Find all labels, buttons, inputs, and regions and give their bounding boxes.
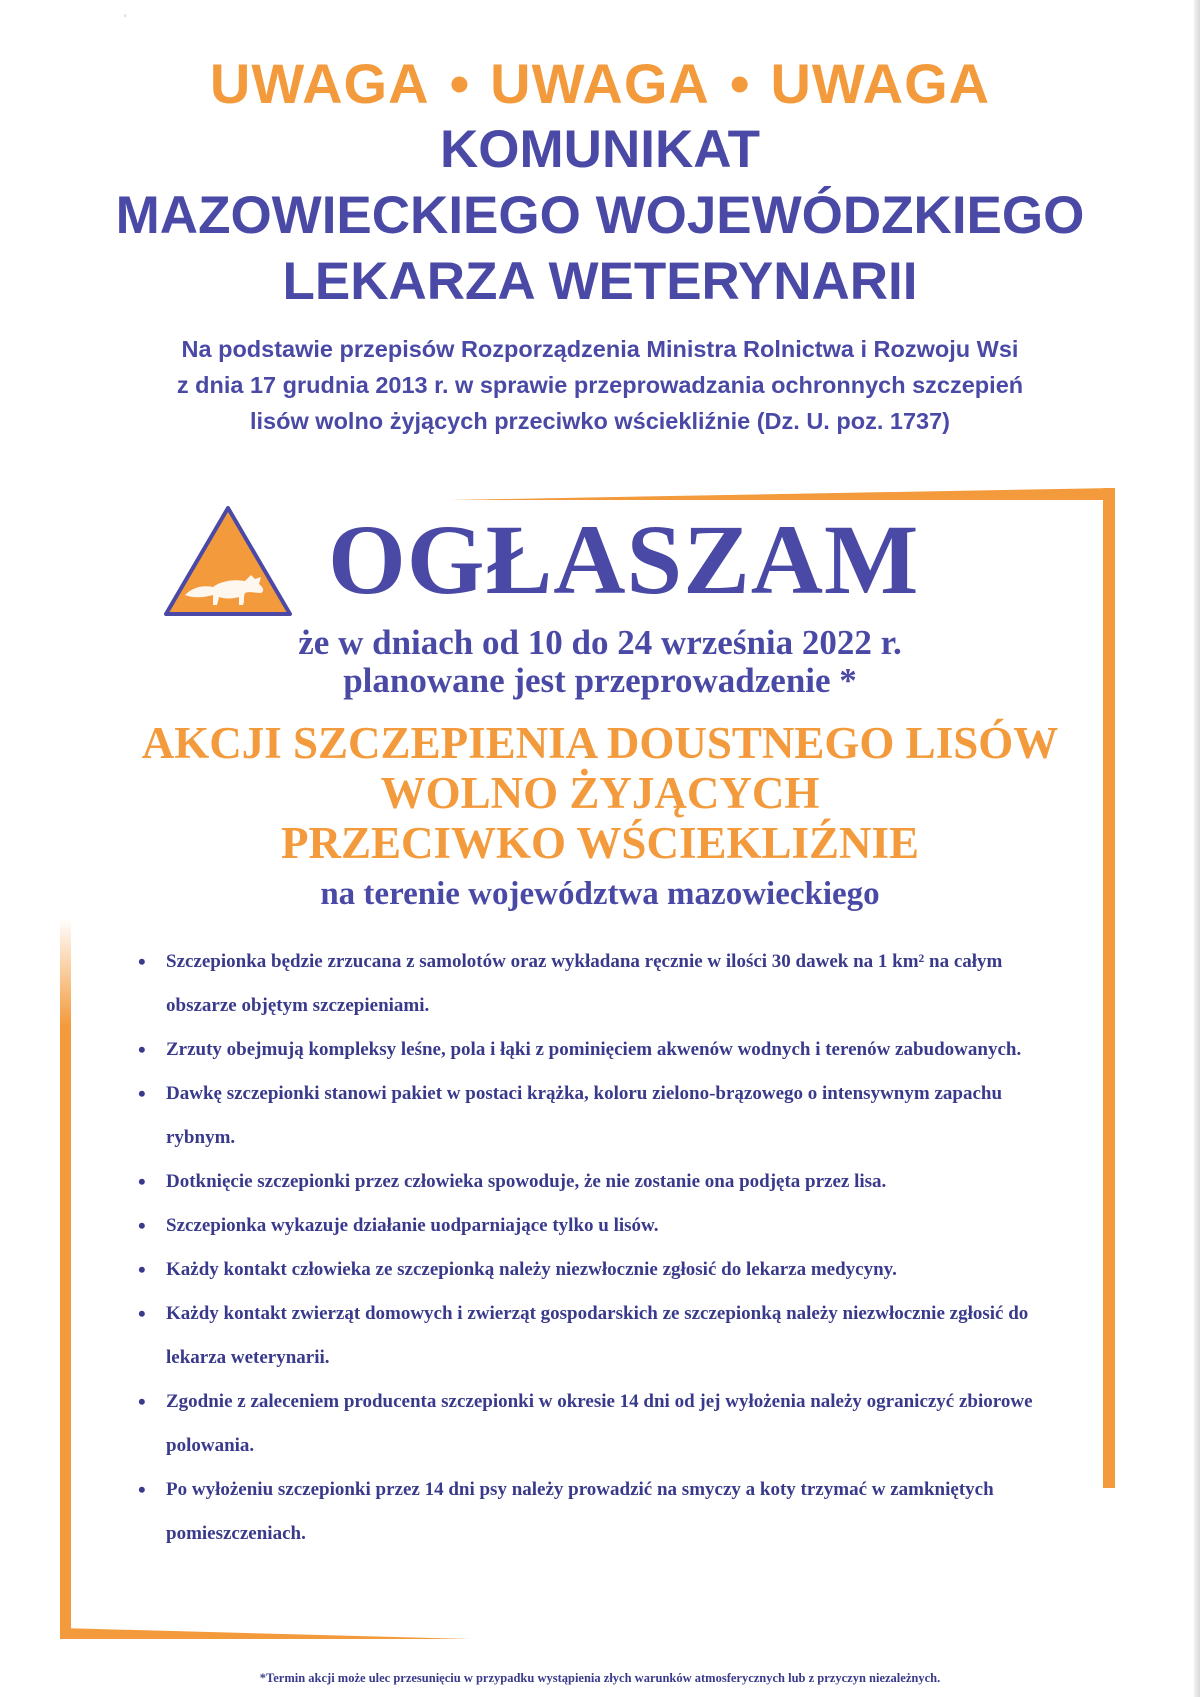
uwaga-word: UWAGA	[209, 52, 430, 115]
list-item: • Szczepionka wykazuje działanie uodparniające tylko u lisów.	[138, 1204, 1063, 1248]
frame-top-edge	[450, 488, 1115, 500]
legal-basis	[0, 331, 1200, 439]
announcement-dates	[0, 624, 1200, 700]
campaign-title-line: PRZECIWKO WŚCIEKLIŹNIE	[280, 818, 920, 868]
date-line: planowane jest przeprowadzenie *	[343, 661, 857, 700]
campaign-title-line: WOLNO ŻYJĄCYCH	[380, 768, 820, 818]
uwaga-word: UWAGA	[490, 52, 710, 115]
frame-left-edge	[60, 918, 71, 1638]
list-item: • Każdy kontakt zwierząt domowych i zwierząt gospodarskich ze szczepionką należy niezwłocznie zgłosić do lekarza weterynarii.	[138, 1292, 1063, 1380]
list-item: • Dawkę szczepionki stanowi pakiet w postaci krążka, koloru zielono-brązowego o intensywnym zapachu rybnym.	[138, 1072, 1063, 1160]
legal-basis-line: z dnia 17 grudnia 2013 r. w sprawie przeprowadzania ochronnych szczepień	[176, 372, 1024, 398]
region-line: na terenie województwa mazowieckiego	[320, 876, 880, 912]
info-bullet-list	[138, 940, 1063, 1556]
scan-mark: '	[124, 12, 127, 26]
separator-dot: •	[729, 52, 751, 115]
uwaga-word: UWAGA	[770, 52, 991, 115]
list-item: • Szczepionka będzie zrzucana z samolotów oraz wykładana ręcznie w ilości 30 dawek na 1 km² na całym obszarze objętym szczepieniami.	[138, 940, 1063, 1028]
frame-bottom-edge	[60, 1628, 470, 1639]
campaign-title	[0, 718, 1200, 868]
date-line: że w dniach od 10 do 24 września 2022 r.	[298, 623, 902, 662]
legal-basis-line: Na podstawie przepisów Rozporządzenia Ministra Rolnictwa i Rozwoju Wsi	[181, 336, 1019, 362]
title-line-3: LEKARZA WETERYNARII	[282, 252, 918, 311]
list-item: • Dotknięcie szczepionki przez człowieka spowoduje, że nie zostanie ona podjęta przez lisa.	[138, 1160, 1063, 1204]
poster-header	[0, 52, 1200, 314]
uwaga-line	[0, 52, 1200, 116]
title-line-2: MAZOWIECKIEGO WOJEWÓDZKIEGO	[115, 186, 1085, 245]
footnote: *Termin akcji może ulec przesunięciu w przypadku wystąpienia złych warunków atmosferycznych lub z przyczyn niezależnych.	[259, 1671, 941, 1685]
legal-basis-line: lisów wolno żyjących przeciwko wściekliźnie (Dz. U. poz. 1737)	[250, 408, 950, 434]
list-item: • Każdy kontakt człowieka ze szczepionką należy niezwłocznie zgłosić do lekarza medycyny.	[138, 1248, 1063, 1292]
list-item: • Zgodnie z zaleceniem producenta szczepionki w okresie 14 dni od jej wyłożenia należy ograniczyć zbiorowe polowania.	[138, 1380, 1063, 1468]
campaign-title-line: AKCJI SZCZEPIENIA DOUSTNEGO LISÓW	[141, 718, 1059, 768]
list-item: • Po wyłożeniu szczepionki przez 14 dni psy należy prowadzić na smyczy a koty trzymać w zamkniętych pomieszczeniach.	[138, 1468, 1063, 1556]
separator-dot: •	[449, 52, 471, 115]
fox-warning-sign-icon	[163, 505, 293, 617]
title-line-1: KOMUNIKAT	[440, 120, 760, 179]
list-item: • Zrzuty obejmują kompleksy leśne, pola i łąki z pominięciem akwenów wodnych i terenów zabudowanych.	[138, 1028, 1063, 1072]
announcement-heading: OGŁASZAM	[328, 504, 920, 615]
